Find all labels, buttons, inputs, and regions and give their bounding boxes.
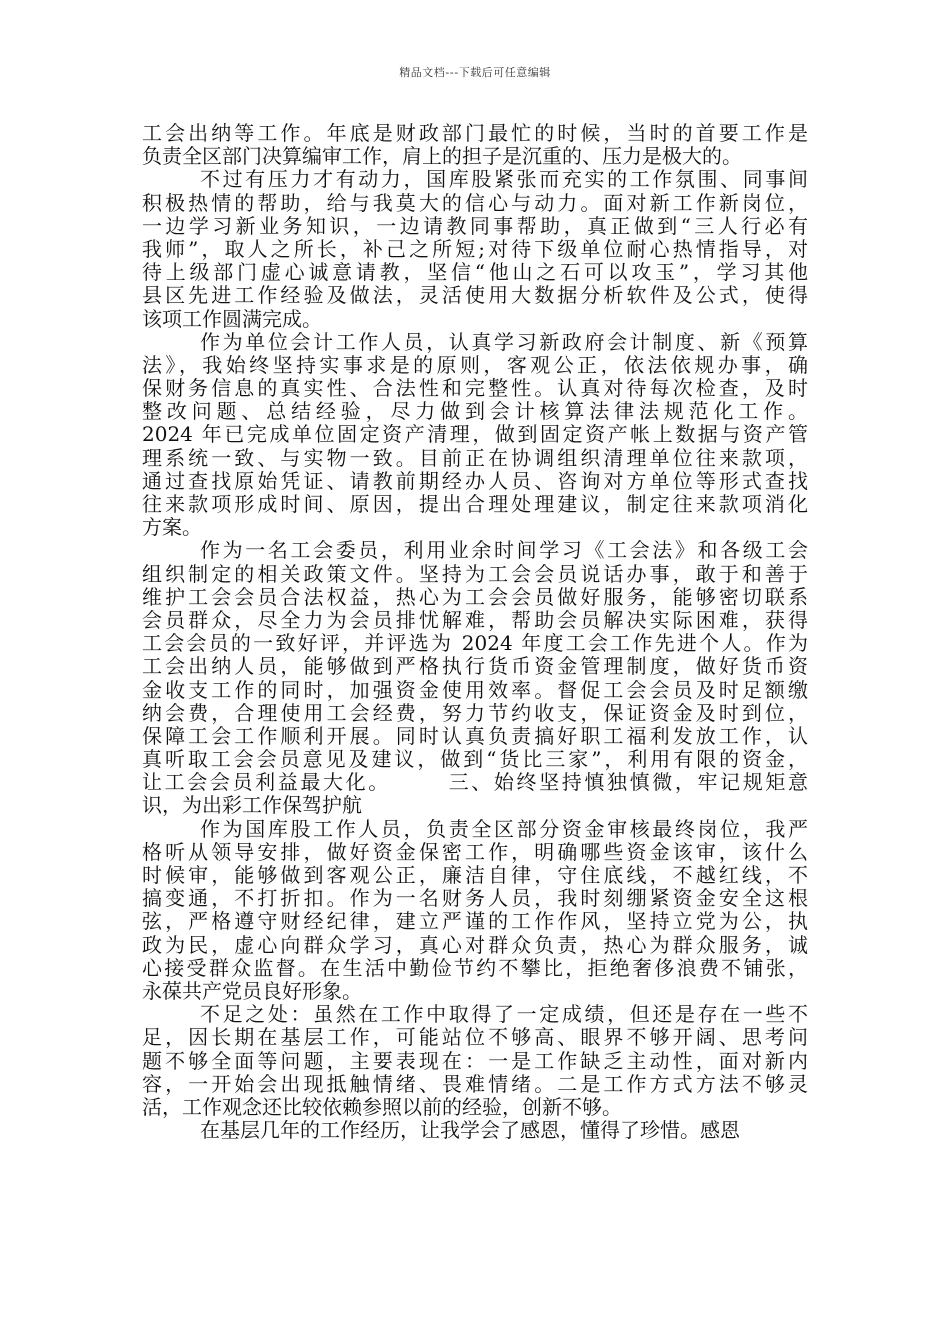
text-line: 容，一开始会出现抵触情绪、畏难情绪。二是工作方式方法不够灵 bbox=[142, 1071, 808, 1096]
text-line: 工会会员的一致好评，并评选为 2024 年度工会工作先进个人。作为 bbox=[142, 631, 808, 656]
text-line: 理系统一致、与实物一致。目前正在协调组织清理单位往来款项， bbox=[142, 445, 808, 470]
text-line: 在基层几年的工作经历，让我学会了感恩，懂得了珍惜。感恩 bbox=[200, 1118, 740, 1143]
text-line: 会员群众，尽全力为会员排忧解难，帮助会员解决实际困难，获得 bbox=[142, 607, 808, 632]
paragraph bbox=[142, 818, 808, 1004]
text-line: 金收支工作的同时，加强资金使用效率。督促工会会员及时足额缴 bbox=[142, 677, 808, 702]
text-line: 保障工会工作顺利开展。同时认真负责搞好职工福利发放工作，认 bbox=[142, 723, 808, 748]
text-line: 法》，我始终坚持实事求是的原则，客观公正，依法依规办事，确 bbox=[142, 352, 808, 377]
text-line: 真听取工会会员意见及建议，做到“货比三家”，利用有限的资金， bbox=[142, 747, 808, 772]
text-line: 让工会会员利益最大化。 三、始终坚持慎独慎微，牢记规矩意 bbox=[142, 770, 808, 795]
text-line: 工会出纳人员，能够做到严格执行货币资金管理制度，做好货币资 bbox=[142, 654, 808, 679]
text-line: 负责全区部门决算编审工作，肩上的担子是沉重的、压力是极大的。 bbox=[142, 144, 742, 169]
document-body bbox=[142, 122, 808, 1142]
text-line: 工会出纳等工作。年底是财政部门最忙的时候，当时的首要工作是 bbox=[142, 121, 808, 145]
text-line: 永葆共产党员良好形象。 bbox=[142, 978, 362, 1003]
text-line: 整改问题、总结经验，尽力做到会计核算法律法规范化工作。 bbox=[142, 399, 808, 424]
text-line: 保财务信息的真实性、合法性和完整性。认真对待每次检查，及时 bbox=[142, 376, 808, 401]
text-line: 2024 年已完成单位固定资产清理，做到固定资产帐上数据与资产管 bbox=[142, 422, 808, 447]
paragraph bbox=[142, 122, 808, 168]
text-line: 足，因长期在基层工作，可能站位不够高、眼界不够开阔、思考问 bbox=[142, 1025, 808, 1050]
text-line: 不过有压力才有动力，国库股紧张而充实的工作氛围、同事间 bbox=[200, 167, 808, 192]
text-line: 往来款项形成时间、原因，提出合理处理建议，制定往来款项消化 bbox=[142, 492, 808, 516]
text-line: 活，工作观念还比较依赖参照以前的经验，创新不够。 bbox=[142, 1094, 622, 1119]
text-line: 组织制定的相关政策文件。坚持为工会会员说话办事，敢于和善于 bbox=[142, 561, 808, 586]
text-line: 作为一名工会委员，利用业余时间学习《工会法》和各级工会 bbox=[200, 538, 808, 563]
text-line: 纳会费，合理使用工会经费，努力节约收支，保证资金及时到位， bbox=[142, 700, 808, 725]
paragraph bbox=[142, 1119, 808, 1142]
text-line: 不足之处：虽然在工作中取得了一定成绩，但还是存在一些不 bbox=[200, 1002, 808, 1027]
text-line: 作为国库股工作人员，负责全区部分资金审核最终岗位，我严 bbox=[200, 816, 808, 841]
page-header: 精品文档---下载后可任意编辑 bbox=[399, 66, 551, 79]
paragraph bbox=[142, 331, 808, 540]
text-line: 该项工作圆满完成。 bbox=[142, 306, 322, 331]
text-line: 积极热情的帮助，给与我莫大的信心与动力。面对新工作新岗位， bbox=[142, 190, 808, 215]
paragraph bbox=[142, 539, 808, 817]
text-line: 方案。 bbox=[142, 515, 202, 540]
text-line: 格听从领导安排，做好资金保密工作，明确哪些资金该审，该什么 bbox=[142, 839, 808, 864]
paragraph bbox=[142, 1003, 808, 1119]
text-line: 待上级部门虚心诚意请教，坚信“他山之石可以攻玉”，学习其他 bbox=[142, 260, 808, 285]
text-line: 题不够全面等问题，主要表现在：一是工作缺乏主动性，面对新内 bbox=[142, 1048, 808, 1073]
text-line: 维护工会会员合法权益，热心为工会会员做好服务，能够密切联系 bbox=[142, 584, 808, 609]
text-line: 时候审，能够做到客观公正，廉洁自律，守住底线，不越红线，不 bbox=[142, 863, 808, 887]
text-line: 县区先进工作经验及做法，灵活使用大数据分析软件及公式，使得 bbox=[142, 283, 808, 308]
text-line: 搞变通，不打折扣。作为一名财务人员，我时刻绷紧资金安全这根 bbox=[142, 886, 808, 911]
text-line: 识，为出彩工作保驾护航 bbox=[142, 793, 362, 818]
text-line: 通过查找原始凭证、请教前期经办人员、咨询对方单位等形式查找 bbox=[142, 468, 808, 493]
text-line: 政为民，虚心向群众学习，真心对群众负责，热心为群众服务，诚 bbox=[142, 932, 808, 957]
text-line: 我师”，取人之所长，补己之所短;对待下级单位耐心热情指导，对 bbox=[142, 236, 808, 261]
paragraph bbox=[142, 168, 808, 330]
text-line: 作为单位会计工作人员，认真学习新政府会计制度、新《预算 bbox=[200, 329, 808, 354]
text-line: 弦，严格遵守财经纪律，建立严谨的工作作风，坚持立党为公，执 bbox=[142, 909, 808, 934]
text-line: 一边学习新业务知识，一边请教同事帮助，真正做到“三人行必有 bbox=[142, 213, 808, 238]
text-line: 心接受群众监督。在生活中勤俭节约不攀比，拒绝奢侈浪费不铺张， bbox=[142, 955, 808, 980]
